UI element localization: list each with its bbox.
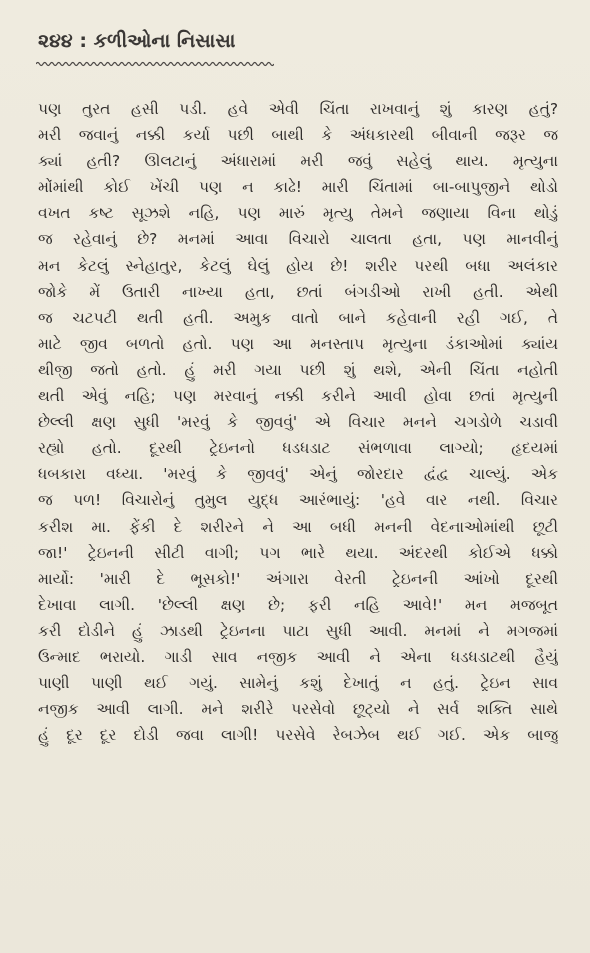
text-line: જ રહેવાનું છે? મનમાં આવા વિચારો ચાલતા હતા, પણ માનવીનું [38,230,558,249]
book-title: કળીઓના નિસાસા [93,30,236,52]
text-line: કરી દોડીને હું ઝાડથી ટ્રેઇનના પાટા સુધી આવી. મનમાં ને મગજમાં [38,621,558,640]
text-line: કરીશ મા. ફેંકી દે શરીરને ને આ બધી મનની વેદનાઓમાંથી છૂટી [38,517,558,536]
text-line: પણ તુરત હસી પડી. હવે એવી ચિંતા રાખવાનું શું કારણ હતું? [38,100,558,118]
body-text [38,96,558,748]
text-line: ક્યાં હતી? ઊલટાનું અંધારામાં મરી જવું સહેલું થાય. મૃત્યુના [38,152,558,171]
text-line: મોંમાંથી કોઈ ખેંચી પણ ન કાઢે! મારી ચિંતામાં બા-બાપુજીને થોડો [38,178,558,197]
text-line: માર્યો: 'મારી દે ભૂસકો!' અંગારા વેરતી ટ્રેઇનની આંખો દૂરથી [38,569,558,588]
head-separator: : [79,30,87,52]
text-line: ધબકારા વધ્યા. 'મરવું કે જીવવું' એનું જોરદાર દ્વંદ્વ ચાલ્યું. એક [38,465,558,484]
text-line: માટે જીવ બળતો હતો. પણ આ મનસ્તાપ મૃત્યુના ડંકાઓમાં ક્યાંય [38,334,558,353]
text-line: પાણી પાણી થઈ ગયું. સામેનું કશું દેખાતું ન હતું. ટ્રેઇન સાવ [38,674,558,693]
text-line: જા!' ટ્રેઇનની સીટી વાગી; પગ ભારે થયા. અંદરથી કોઈએ ધક્કો [38,543,558,562]
text-line: થતી એવું નહિ; પણ મરવાનું નક્કી કરીને આવી હોવા છતાં મૃત્યુની [38,387,558,406]
text-line: નજીક આવી લાગી. મને શરીરે પરસેવો છૂટ્યો ને સર્વ શક્તિ સાથે [38,700,558,719]
text-line: જ ચટપટી થતી હતી. અમુક વાતો બાને કહેવાની રહી ગઈ, તે [38,308,558,327]
page-number: ૨૪૪ [38,30,73,52]
text-line: વખત કષ્ટ સૂઝશે નહિ, પણ મારું મૃત્યુ તેમને જણાયા વિના થોડું [38,204,558,223]
text-line: મન કેટલું સ્નેહાતુર, કેટલું ઘેલું હોય છે! શરીર પરથી બધા અલંકાર [38,256,558,275]
text-line: ઉન્માદ ભરાયો. ગાડી સાવ નજીક આવી ને એના ધડધડાટથી હૈયું [38,647,558,666]
text-line: મરી જવાનું નક્કી કર્યા પછી બાથી કે અંધકારથી બીવાની જરૂર જ [38,126,558,145]
running-head [38,30,235,52]
text-line: થીજી જતો હતો. હું મરી ગયા પછી શું થશે, એની ચિંતા નહોતી [38,360,558,379]
text-line: દેખાવા લાગી. 'છેલ્લી ક્ષણ છે; ફરી નહિ આવે!' મન મજબૂત [38,595,558,614]
text-line: જ પળ! વિચારોનું તુમુલ યુદ્ધ આરંભાયું: 'હવે વાર નથી. વિચાર [38,491,558,510]
decorative-wavy-rule [36,60,274,68]
text-line: હું દૂર દૂર દોડી જવા લાગી! પરસેવે રેબઝેબ થઈ ગઈ. એક બાજુ [38,726,558,745]
text-line: જોકે મેં ઉતારી નાખ્યા હતા, છતાં બંગડીઓ રાખી હતી. એથી [38,282,558,301]
text-line: રહ્યો હતો. દૂરથી ટ્રેઇનનો ધડધડાટ સંભળાવા લાગ્યો; હૃદયમાં [38,439,558,458]
text-line: છેલ્લી ક્ષણ સુધી 'મરવું કે જીવવું' એ વિચાર મનને ચગડોળે ચડાવી [38,413,558,432]
